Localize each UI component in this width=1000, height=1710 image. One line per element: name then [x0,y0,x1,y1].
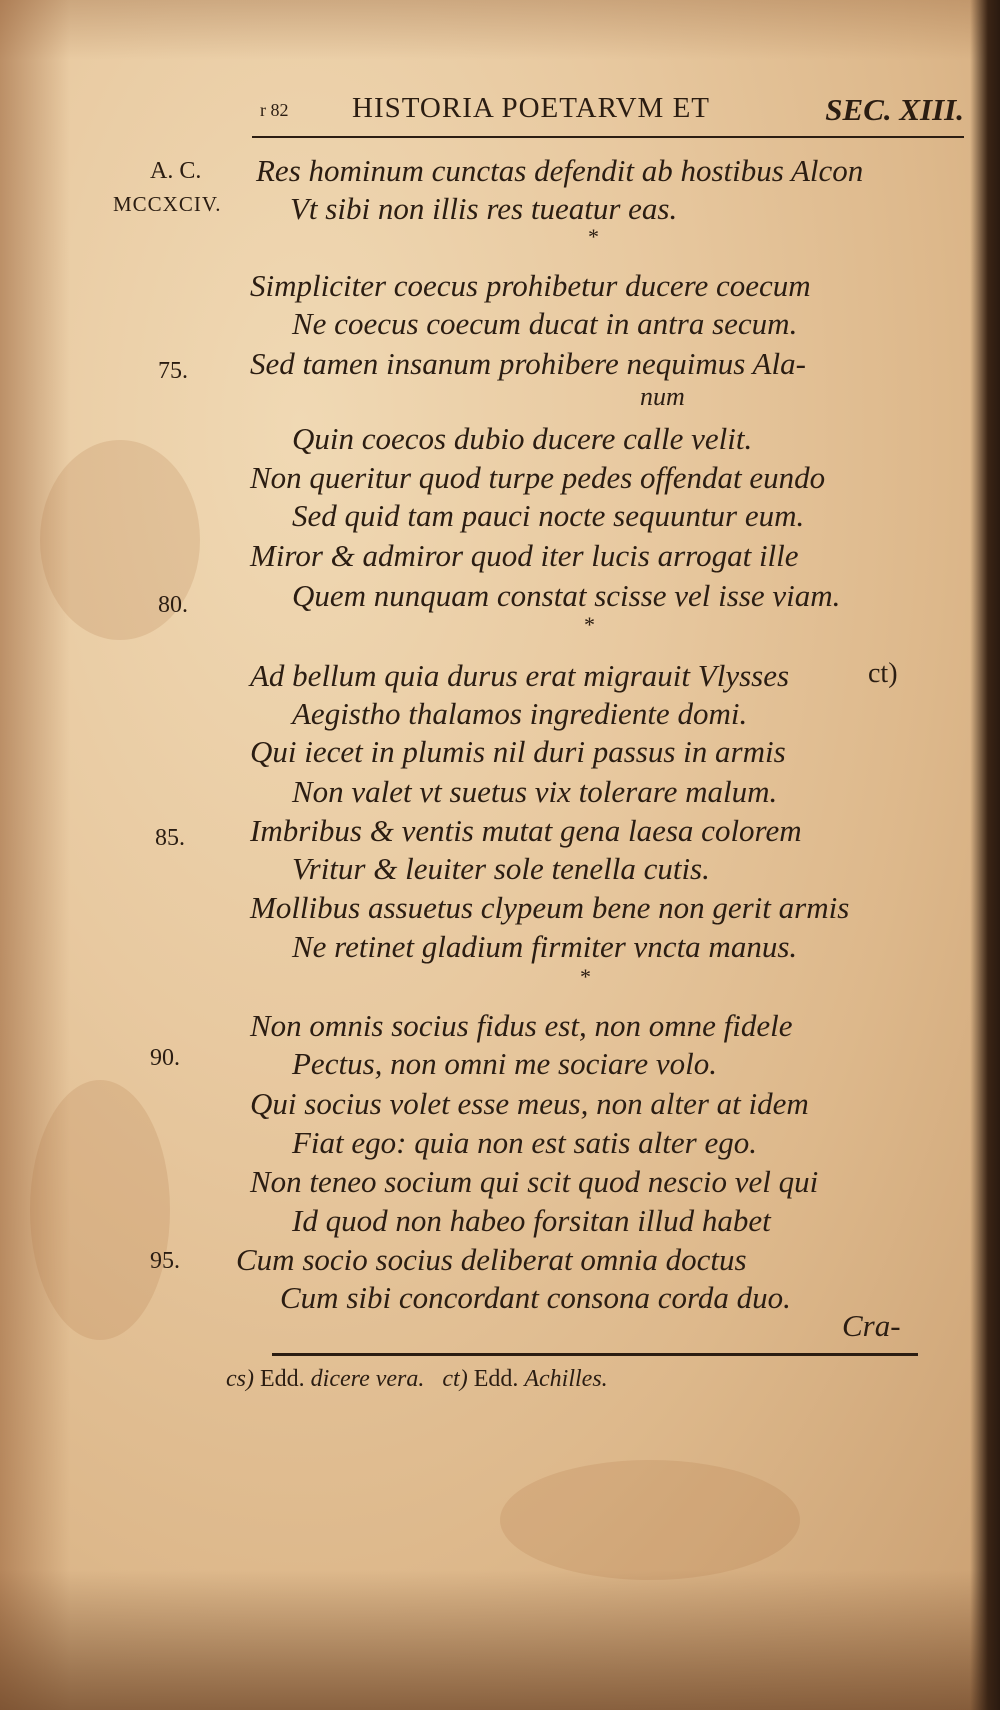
verse-line: Cum sibi concordant consona corda duo. [280,1280,791,1315]
page-number: r 82 [260,100,289,120]
verse-line: Res hominum cunctas defendit ab hostibus Alcon [256,153,864,188]
verse-line: Aegistho thalamos ingrediente domi. [292,696,748,731]
verse-line: Quem nunquam constat scisse vel isse viam. [292,578,841,613]
divider-asterisk: * [580,964,591,989]
verse-line: Imbribus & ventis mutat gena laesa colorem [250,813,802,848]
foxing-stain [500,1460,800,1580]
verse-line: Ad bellum quia durus erat migrauit Vlysses [250,658,790,693]
verse-line: Ne coecus coecum ducat in antra secum. [292,306,798,341]
verse-line: Sed quid tam pauci nocte sequuntur eum. [292,498,805,533]
line-number-90: 90. [150,1045,180,1071]
left-stain [0,0,70,1710]
verse-line: Fiat ego: quia non est satis alter ego. [292,1125,757,1160]
verse-line: Cum socio socius deliberat omnia doctus [236,1242,747,1277]
footnote-edd: Edd. [473,1366,519,1392]
verse-line: Non teneo socium qui scit quod nescio vel qui [250,1164,819,1199]
footnote-mark: ct) [442,1366,468,1392]
bottom-stain [0,1570,1000,1710]
verse-line: Quin coecos dubio ducere calle velit. [292,421,753,456]
line-number-80: 80. [158,592,188,618]
verse-line: Sed tamen insanum prohibere nequimus Ala- [250,346,806,381]
footnote-rule [272,1353,918,1356]
footnote-mark: cs) [226,1366,254,1392]
right-edge-shadow [970,0,1000,1710]
section-label: SEC. XIII. [825,92,964,127]
line-number-75: 75. [158,358,188,384]
verse-line-continuation: num [640,382,685,411]
verse-line: Non queritur quod turpe pedes offendat eundo [250,460,826,495]
verse-line: Qui socius volet esse meus, non alter at idem [250,1086,809,1121]
foxing-stain [30,1080,170,1340]
verse-line: Vt sibi non illis res tueatur eas. [290,191,678,226]
verse-line: Qui iecet in plumis nil duri passus in armis [250,734,786,769]
footnotes [226,1366,608,1393]
verse-line: Miror & admiror quod iter lucis arrogat ille [250,538,799,573]
verse-line: Simpliciter coecus prohibetur ducere coecum [250,268,811,303]
margin-ac: A. C. [150,158,202,184]
footnote-text: Achilles. [524,1366,608,1392]
verse-line: Non omnis socius fidus est, non omne fidele [250,1008,793,1043]
verse-line: Ne retinet gladium firmiter vncta manus. [292,929,798,964]
verse-line: Id quod non habeo forsitan illud habet [292,1203,771,1238]
margin-year: MCCXCIV. [113,192,222,216]
catchword: Cra- [842,1308,901,1343]
verse-line: Non valet vt suetus vix tolerare malum. [292,774,778,809]
divider-asterisk: * [584,612,595,637]
top-stain [0,0,1000,60]
verse-line: Mollibus assuetus clypeum bene non gerit armis [250,890,850,925]
running-title: HISTORIA POETARVM ET [352,92,711,124]
footnote-text: dicere vera. [310,1366,425,1392]
line-number-95: 95. [150,1248,180,1274]
verse-line: Pectus, non omni me sociare volo. [292,1046,718,1081]
line-number-85: 85. [155,825,185,851]
divider-asterisk: * [588,224,599,249]
verse-line: Vritur & leuiter sole tenella cutis. [292,851,710,886]
running-header [252,92,964,138]
footnote-reference: ct) [868,658,898,689]
footnote-edd: Edd. [259,1366,305,1392]
